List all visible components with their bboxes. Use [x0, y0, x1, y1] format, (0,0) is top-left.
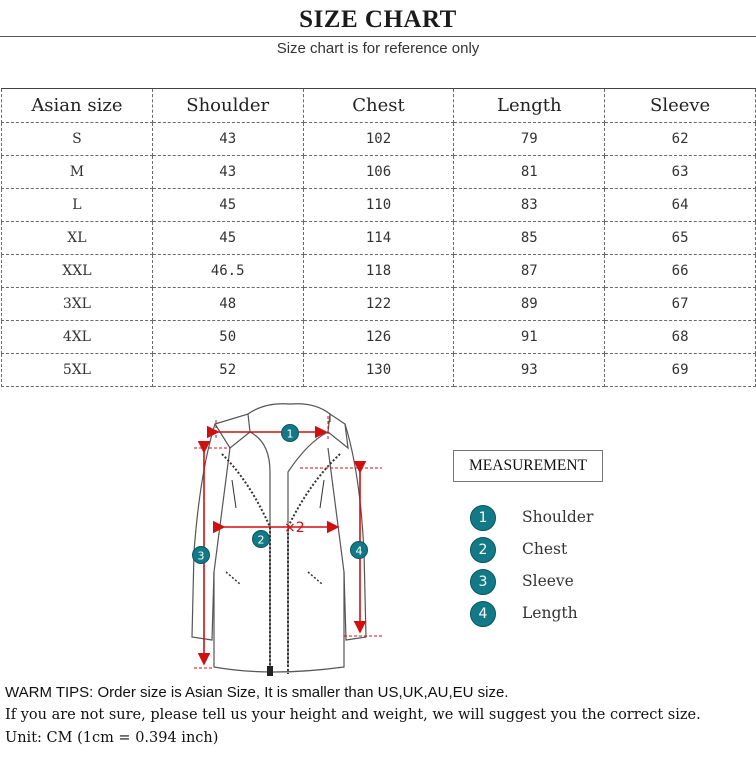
column-header: Shoulder	[152, 89, 303, 123]
number-3-icon: 3	[470, 569, 496, 595]
jacket-diagram	[170, 392, 390, 682]
table-cell: 52	[152, 354, 303, 387]
table-cell: 89	[454, 288, 605, 321]
table-row	[2, 123, 756, 156]
table-cell: M	[2, 156, 153, 189]
subtitle: Size chart is for reference only	[276, 40, 480, 57]
page-title: SIZE CHART	[299, 6, 457, 33]
column-header: Chest	[303, 89, 454, 123]
table-cell: 93	[454, 354, 605, 387]
table-cell: 114	[303, 222, 454, 255]
table-row	[2, 288, 756, 321]
marker-2	[253, 531, 270, 548]
table-cell: 45	[152, 189, 303, 222]
table-cell: 67	[605, 288, 756, 321]
table-cell: 65	[605, 222, 756, 255]
title-divider	[0, 36, 756, 37]
table-cell: 91	[454, 321, 605, 354]
table-row	[2, 156, 756, 189]
table-cell: 64	[605, 189, 756, 222]
table-cell: 48	[152, 288, 303, 321]
table-header-row	[2, 89, 756, 123]
table-cell: S	[2, 123, 153, 156]
table-cell: 102	[303, 123, 454, 156]
measurement-legend-title: MEASUREMENT	[453, 450, 603, 482]
svg-text:4: 4	[355, 544, 363, 558]
table-cell: 85	[454, 222, 605, 255]
chest-vent-lines	[232, 480, 324, 508]
table-cell: 45	[152, 222, 303, 255]
chest-multiplier: ×2	[284, 520, 305, 536]
table-cell: 43	[152, 123, 303, 156]
table-cell: 81	[454, 156, 605, 189]
table-cell: 46.5	[152, 255, 303, 288]
table-cell: 79	[454, 123, 605, 156]
table-cell: L	[2, 189, 153, 222]
table-row	[2, 189, 756, 222]
column-header: Asian size	[2, 89, 153, 123]
table-cell: 4XL	[2, 321, 153, 354]
table-cell: 50	[152, 321, 303, 354]
table-cell: 62	[605, 123, 756, 156]
table-cell: 69	[605, 354, 756, 387]
table-cell: XXL	[2, 255, 153, 288]
table-row	[2, 354, 756, 387]
table-cell: 110	[303, 189, 454, 222]
legend-label: Shoulder	[522, 508, 594, 526]
legend-label: Chest	[522, 540, 568, 558]
table-row	[2, 222, 756, 255]
jacket-outline	[192, 404, 366, 672]
table-cell: 122	[303, 288, 454, 321]
marker-4	[351, 542, 368, 559]
unit-note: Unit: CM (1cm = 0.394 inch)	[5, 730, 219, 746]
legend-label: Length	[522, 604, 578, 622]
table-cell: 126	[303, 321, 454, 354]
table-cell: 68	[605, 321, 756, 354]
zipper-lines	[222, 454, 340, 674]
number-4-icon: 4	[470, 601, 496, 627]
table-cell: 5XL	[2, 354, 153, 387]
number-2-icon: 2	[470, 537, 496, 563]
column-header: Sleeve	[605, 89, 756, 123]
zipper-pull	[267, 666, 273, 676]
pocket-lines	[226, 572, 322, 584]
legend-label: Sleeve	[522, 572, 574, 590]
svg-text:1: 1	[286, 427, 294, 441]
number-1-icon: 1	[470, 505, 496, 531]
marker-3	[193, 547, 210, 564]
table-cell: 130	[303, 354, 454, 387]
table-cell: 66	[605, 255, 756, 288]
svg-text:2: 2	[257, 533, 265, 547]
column-header: Length	[454, 89, 605, 123]
table-cell: 83	[454, 189, 605, 222]
table-row	[2, 255, 756, 288]
table-cell: XL	[2, 222, 153, 255]
table-cell: 63	[605, 156, 756, 189]
table-cell: 43	[152, 156, 303, 189]
table-cell: 118	[303, 255, 454, 288]
table-cell: 3XL	[2, 288, 153, 321]
warm-tips-line: WARM TIPS: Order size is Asian Size, It is smaller than US,UK,AU,EU size.	[5, 684, 509, 701]
table-row	[2, 321, 756, 354]
size-table	[1, 88, 756, 387]
marker-1	[282, 425, 299, 442]
height-weight-tip: If you are not sure, please tell us your height and weight, we will suggest you the correct size.	[5, 707, 701, 723]
table-cell: 87	[454, 255, 605, 288]
svg-text:3: 3	[197, 549, 205, 563]
table-cell: 106	[303, 156, 454, 189]
